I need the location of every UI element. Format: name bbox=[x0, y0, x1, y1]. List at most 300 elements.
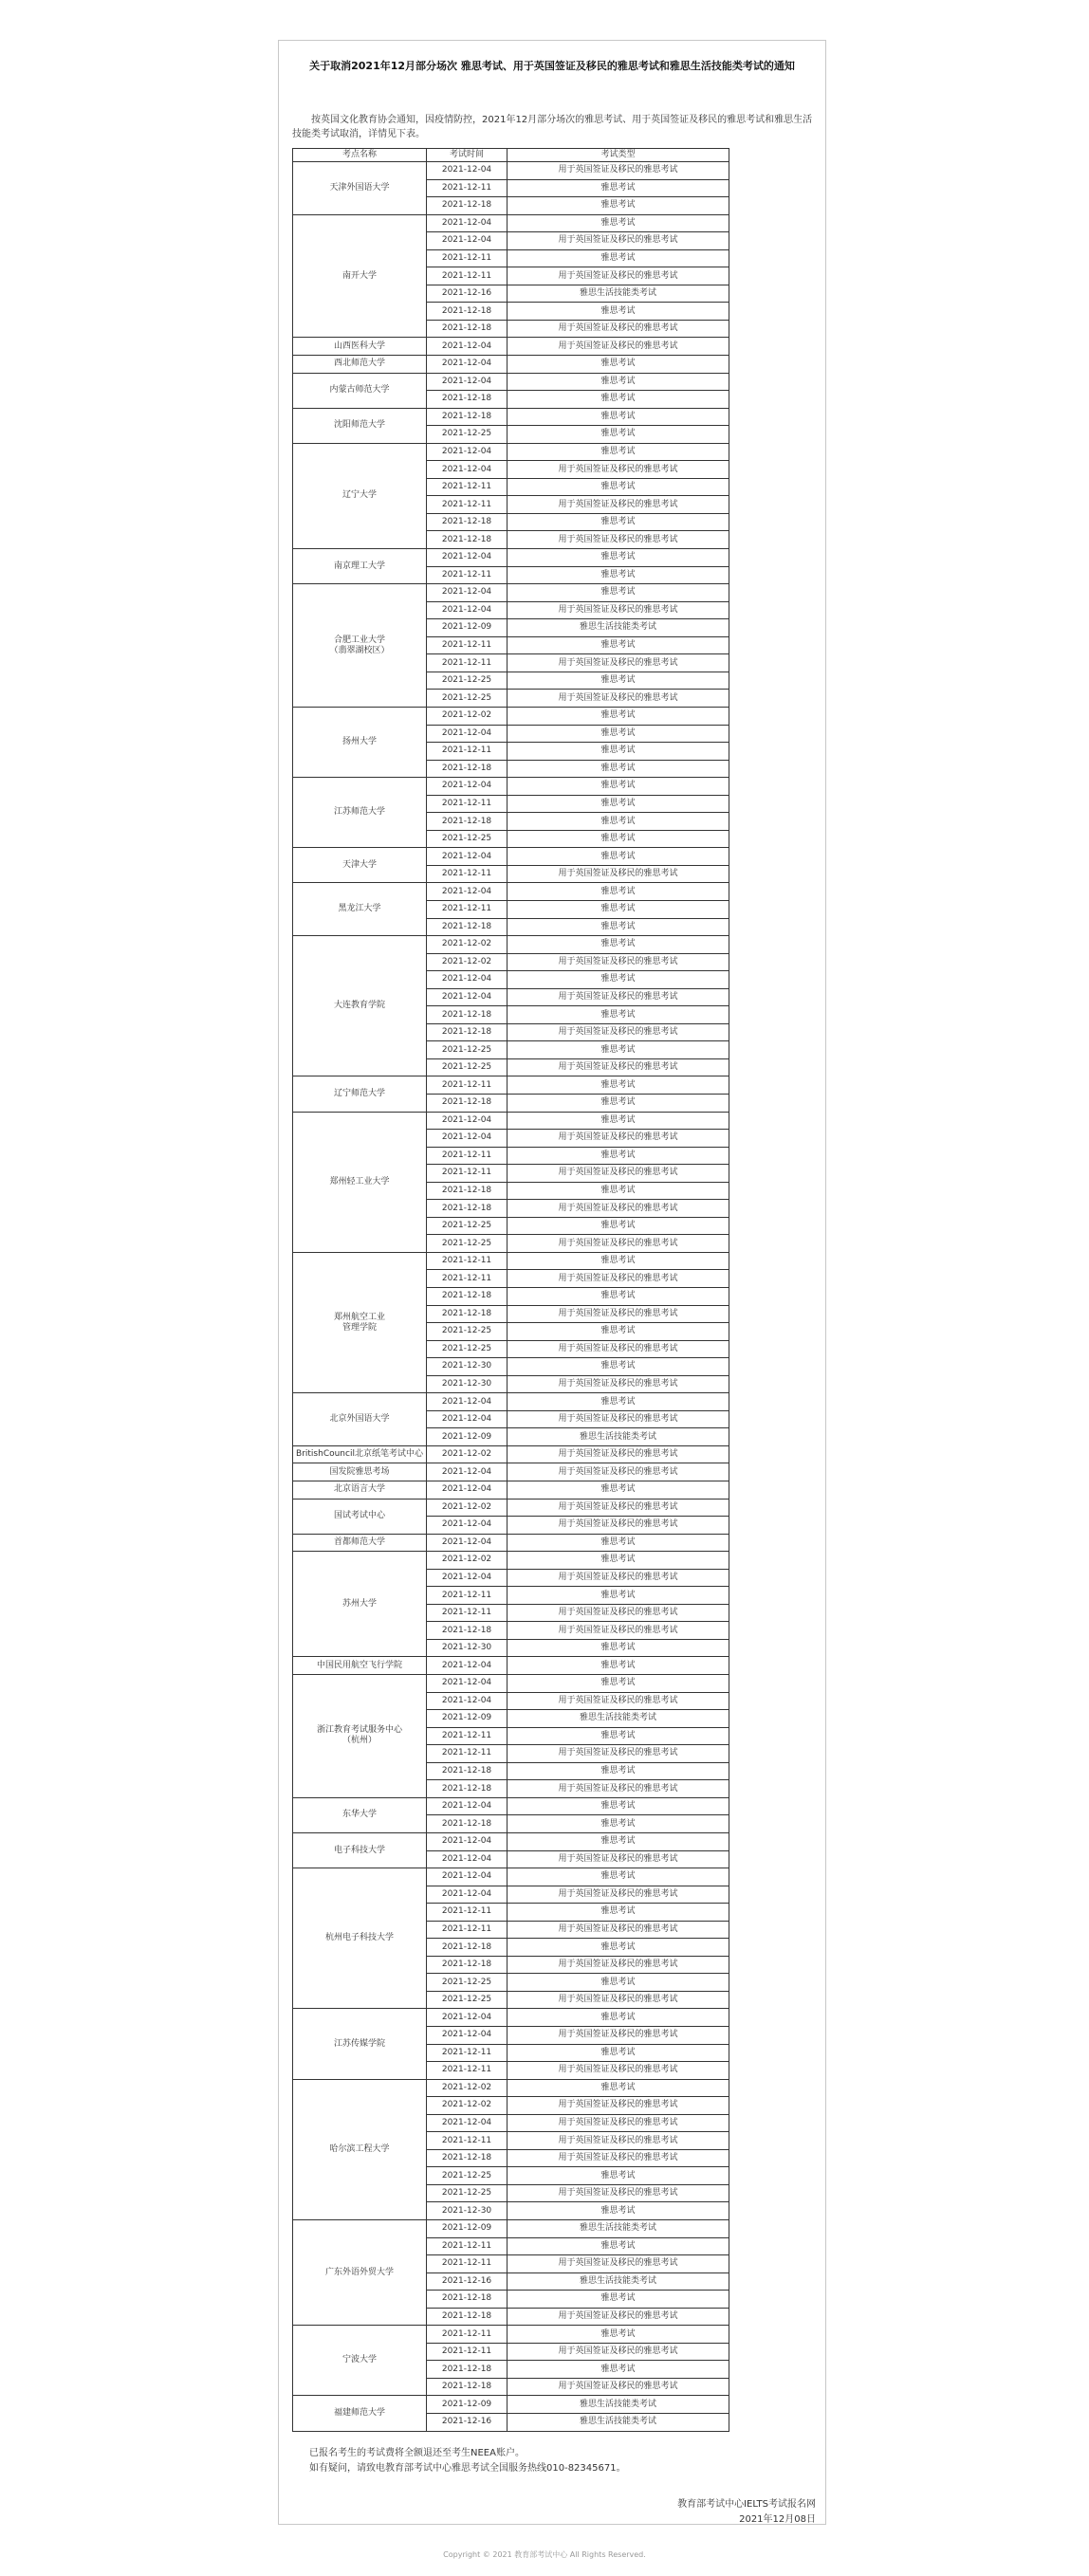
venue-name: 大连教育学院 bbox=[293, 936, 427, 1076]
exam-date: 2021-12-18 bbox=[427, 813, 508, 831]
exam-type: 雅思考试 bbox=[508, 2361, 729, 2379]
exam-type: 雅思考试 bbox=[508, 1974, 729, 1992]
exam-type: 雅思考试 bbox=[508, 373, 729, 391]
exam-date: 2021-12-11 bbox=[427, 636, 508, 654]
exam-date: 2021-12-11 bbox=[427, 267, 508, 285]
signature bbox=[677, 2497, 816, 2528]
table-row bbox=[293, 162, 729, 180]
exam-type: 用于英国签证及移民的雅思考试 bbox=[508, 1235, 729, 1253]
exam-date: 2021-12-30 bbox=[427, 1358, 508, 1376]
exam-date: 2021-12-04 bbox=[427, 214, 508, 232]
exam-date: 2021-12-25 bbox=[427, 1323, 508, 1341]
exam-date: 2021-12-30 bbox=[427, 1639, 508, 1657]
table-row bbox=[293, 1552, 729, 1570]
exam-date: 2021-12-11 bbox=[427, 1147, 508, 1165]
exam-date: 2021-12-02 bbox=[427, 2097, 508, 2115]
exam-date: 2021-12-02 bbox=[427, 953, 508, 971]
signature-date: 2021年12月08日 bbox=[739, 2514, 816, 2525]
venue-name: 杭州电子科技大学 bbox=[293, 1868, 427, 2009]
venue-name: 江苏传媒学院 bbox=[293, 2009, 427, 2079]
venue-name: 国发院雅思考场 bbox=[293, 1463, 427, 1481]
exam-type: 用于英国签证及移民的雅思考试 bbox=[508, 2255, 729, 2273]
exam-type: 雅思考试 bbox=[508, 1727, 729, 1745]
exam-type: 雅思考试 bbox=[508, 2167, 729, 2185]
exam-date: 2021-12-04 bbox=[427, 584, 508, 602]
venue-name: 北京语言大学 bbox=[293, 1481, 427, 1500]
exam-date: 2021-12-04 bbox=[427, 1517, 508, 1535]
table-row bbox=[293, 1463, 729, 1481]
exam-type: 用于英国签证及移民的雅思考试 bbox=[508, 338, 729, 356]
exam-type: 雅思考试 bbox=[508, 179, 729, 197]
table-row bbox=[293, 2396, 729, 2414]
venue-name: 广东外语外贸大学 bbox=[293, 2219, 427, 2325]
venue-name: 沈阳师范大学 bbox=[293, 408, 427, 443]
exam-date: 2021-12-04 bbox=[427, 883, 508, 901]
exam-date: 2021-12-18 bbox=[427, 2291, 508, 2309]
exam-date: 2021-12-18 bbox=[427, 513, 508, 531]
exam-type: 雅思考试 bbox=[508, 584, 729, 602]
venue-name: BritishCouncil北京纸笔考试中心 bbox=[293, 1445, 427, 1463]
exam-type: 雅思考试 bbox=[508, 513, 729, 531]
exam-date: 2021-12-25 bbox=[427, 1974, 508, 1992]
exam-type: 雅思考试 bbox=[508, 1358, 729, 1376]
exam-type: 用于英国签证及移民的雅思考试 bbox=[508, 1463, 729, 1481]
exam-date: 2021-12-11 bbox=[427, 2343, 508, 2361]
exam-type: 用于英国签证及移民的雅思考试 bbox=[508, 953, 729, 971]
exam-type: 雅思生活技能类考试 bbox=[508, 1710, 729, 1728]
exam-type: 用于英国签证及移民的雅思考试 bbox=[508, 1023, 729, 1041]
exam-date: 2021-12-16 bbox=[427, 285, 508, 303]
venue-name: 南京理工大学 bbox=[293, 549, 427, 584]
venue-name: 辽宁大学 bbox=[293, 443, 427, 548]
exam-date: 2021-12-04 bbox=[427, 232, 508, 250]
exam-date: 2021-12-11 bbox=[427, 2255, 508, 2273]
exam-type: 雅思考试 bbox=[508, 391, 729, 409]
exam-type: 用于英国签证及移民的雅思考试 bbox=[508, 2062, 729, 2080]
exam-date: 2021-12-25 bbox=[427, 2167, 508, 2185]
exam-type: 用于英国签证及移民的雅思考试 bbox=[508, 531, 729, 549]
exam-type: 雅思考试 bbox=[508, 478, 729, 496]
exam-date: 2021-12-04 bbox=[427, 2009, 508, 2027]
exam-type: 雅思考试 bbox=[508, 936, 729, 954]
table-row bbox=[293, 443, 729, 461]
exam-type: 用于英国签证及移民的雅思考试 bbox=[508, 496, 729, 514]
exam-date: 2021-12-11 bbox=[427, 900, 508, 918]
exam-date: 2021-12-18 bbox=[427, 197, 508, 215]
exam-date: 2021-12-04 bbox=[427, 1393, 508, 1411]
exam-type: 用于英国签证及移民的雅思考试 bbox=[508, 2184, 729, 2202]
table-row bbox=[293, 778, 729, 796]
exam-type: 用于英国签证及移民的雅思考试 bbox=[508, 1745, 729, 1763]
exam-date: 2021-12-11 bbox=[427, 865, 508, 883]
exam-type: 用于英国签证及移民的雅思考试 bbox=[508, 1991, 729, 2009]
exam-date: 2021-12-02 bbox=[427, 707, 508, 725]
exam-type: 雅思生活技能类考试 bbox=[508, 2219, 729, 2237]
exam-type: 用于英国签证及移民的雅思考试 bbox=[508, 162, 729, 180]
exam-type: 雅思考试 bbox=[508, 1868, 729, 1886]
exam-date: 2021-12-18 bbox=[427, 1200, 508, 1218]
exam-date: 2021-12-04 bbox=[427, 778, 508, 796]
exam-date: 2021-12-04 bbox=[427, 2026, 508, 2044]
exam-date: 2021-12-11 bbox=[427, 1904, 508, 1922]
exam-type: 用于英国签证及移民的雅思考试 bbox=[508, 2132, 729, 2150]
table-row bbox=[293, 338, 729, 356]
exam-type: 用于英国签证及移民的雅思考试 bbox=[508, 2343, 729, 2361]
table-body bbox=[293, 162, 729, 2432]
venue-name: 哈尔滨工程大学 bbox=[293, 2079, 427, 2219]
venue-name: 苏州大学 bbox=[293, 1552, 427, 1657]
exam-date: 2021-12-04 bbox=[427, 1868, 508, 1886]
exam-type: 雅思考试 bbox=[508, 918, 729, 936]
venue-name: 电子科技大学 bbox=[293, 1832, 427, 1868]
exam-date: 2021-12-04 bbox=[427, 848, 508, 866]
exam-type: 雅思考试 bbox=[508, 1762, 729, 1780]
exam-date: 2021-12-04 bbox=[427, 1797, 508, 1815]
exam-date: 2021-12-25 bbox=[427, 1058, 508, 1076]
exam-type: 雅思考试 bbox=[508, 2009, 729, 2027]
exam-date: 2021-12-11 bbox=[427, 496, 508, 514]
exam-date: 2021-12-18 bbox=[427, 1288, 508, 1306]
exam-date: 2021-12-04 bbox=[427, 1657, 508, 1675]
exam-type: 用于英国签证及移民的雅思考试 bbox=[508, 988, 729, 1006]
exam-date: 2021-12-04 bbox=[427, 1130, 508, 1148]
header-date: 考试时间 bbox=[427, 149, 508, 162]
exam-date: 2021-12-09 bbox=[427, 619, 508, 637]
exam-type: 雅思考试 bbox=[508, 2237, 729, 2255]
exam-type: 用于英国签证及移民的雅思考试 bbox=[508, 654, 729, 672]
exam-type: 用于英国签证及移民的雅思考试 bbox=[508, 1445, 729, 1463]
exam-type: 雅思生活技能类考试 bbox=[508, 2414, 729, 2432]
exam-type: 雅思考试 bbox=[508, 760, 729, 778]
exam-type: 用于英国签证及移民的雅思考试 bbox=[508, 1499, 729, 1517]
exam-date: 2021-12-04 bbox=[427, 1569, 508, 1587]
venue-name: 天津大学 bbox=[293, 848, 427, 883]
exam-date: 2021-12-18 bbox=[427, 1182, 508, 1200]
exam-date: 2021-12-11 bbox=[427, 2132, 508, 2150]
table-row bbox=[293, 2219, 729, 2237]
exam-date: 2021-12-18 bbox=[427, 1815, 508, 1833]
venue-name: 山西医科大学 bbox=[293, 338, 427, 356]
exam-type: 雅思考试 bbox=[508, 830, 729, 848]
exam-type: 用于英国签证及移民的雅思考试 bbox=[508, 1956, 729, 1974]
exam-date: 2021-12-04 bbox=[427, 373, 508, 391]
exam-date: 2021-12-04 bbox=[427, 1481, 508, 1500]
exam-type: 雅思考试 bbox=[508, 848, 729, 866]
exam-type: 雅思考试 bbox=[508, 707, 729, 725]
exam-date: 2021-12-18 bbox=[427, 760, 508, 778]
venue-name: 黑龙江大学 bbox=[293, 883, 427, 936]
table-row bbox=[293, 848, 729, 866]
exam-date: 2021-12-04 bbox=[427, 988, 508, 1006]
exam-date: 2021-12-04 bbox=[427, 971, 508, 989]
exam-date: 2021-12-18 bbox=[427, 2308, 508, 2326]
exam-type: 雅思考试 bbox=[508, 2079, 729, 2097]
copyright-footer: Copyright © 2021 教育部考试中心 All Rights Reserved. bbox=[443, 2550, 646, 2559]
exam-date: 2021-12-04 bbox=[427, 1675, 508, 1693]
cancellation-table bbox=[292, 148, 729, 2432]
exam-date: 2021-12-04 bbox=[427, 1112, 508, 1130]
exam-date: 2021-12-25 bbox=[427, 1991, 508, 2009]
exam-type: 用于英国签证及移民的雅思考试 bbox=[508, 1130, 729, 1148]
exam-type: 用于英国签证及移民的雅思考试 bbox=[508, 1780, 729, 1798]
exam-type: 雅思考试 bbox=[508, 795, 729, 813]
exam-date: 2021-12-25 bbox=[427, 1041, 508, 1059]
table-row bbox=[293, 1868, 729, 1886]
exam-date: 2021-12-04 bbox=[427, 338, 508, 356]
exam-date: 2021-12-11 bbox=[427, 179, 508, 197]
exam-date: 2021-12-11 bbox=[427, 2326, 508, 2344]
notice-intro: 按英国文化教育协会通知，因疫情防控，2021年12月部分场次的雅思考试、用于英国签证及移民的雅思考试和雅思生活技能类考试取消，详情见下表。 bbox=[292, 115, 813, 139]
exam-date: 2021-12-25 bbox=[427, 690, 508, 708]
exam-type: 用于英国签证及移民的雅思考试 bbox=[508, 1692, 729, 1710]
table-row bbox=[293, 1534, 729, 1552]
exam-type: 用于英国签证及移民的雅思考试 bbox=[508, 1886, 729, 1904]
exam-date: 2021-12-18 bbox=[427, 1094, 508, 1112]
exam-type: 用于英国签证及移民的雅思考试 bbox=[508, 1569, 729, 1587]
exam-date: 2021-12-02 bbox=[427, 936, 508, 954]
exam-date: 2021-12-09 bbox=[427, 2219, 508, 2237]
exam-type: 用于英国签证及移民的雅思考试 bbox=[508, 1340, 729, 1358]
exam-type: 用于英国签证及移民的雅思考试 bbox=[508, 2114, 729, 2132]
exam-date: 2021-12-11 bbox=[427, 1921, 508, 1939]
exam-date: 2021-12-18 bbox=[427, 1006, 508, 1024]
exam-type: 雅思考试 bbox=[508, 725, 729, 743]
exam-date: 2021-12-25 bbox=[427, 672, 508, 690]
exam-date: 2021-12-25 bbox=[427, 2184, 508, 2202]
exam-date: 2021-12-18 bbox=[427, 918, 508, 936]
exam-type: 用于英国签证及移民的雅思考试 bbox=[508, 1058, 729, 1076]
exam-type: 雅思考试 bbox=[508, 813, 729, 831]
exam-type: 雅思考试 bbox=[508, 1076, 729, 1095]
exam-date: 2021-12-18 bbox=[427, 303, 508, 321]
table-row bbox=[293, 936, 729, 954]
exam-date: 2021-12-04 bbox=[427, 1410, 508, 1428]
exam-date: 2021-12-04 bbox=[427, 1534, 508, 1552]
exam-type: 雅思考试 bbox=[508, 443, 729, 461]
table-row bbox=[293, 549, 729, 567]
exam-date: 2021-12-04 bbox=[427, 162, 508, 180]
exam-type: 用于英国签证及移民的雅思考试 bbox=[508, 1375, 729, 1393]
exam-date: 2021-12-30 bbox=[427, 2202, 508, 2220]
exam-type: 雅思考试 bbox=[508, 1252, 729, 1270]
exam-type: 雅思生活技能类考试 bbox=[508, 2272, 729, 2291]
table-row bbox=[293, 2079, 729, 2097]
exam-type: 雅思考试 bbox=[508, 1006, 729, 1024]
exam-type: 雅思考试 bbox=[508, 1675, 729, 1693]
table-row bbox=[293, 584, 729, 602]
exam-type: 雅思考试 bbox=[508, 778, 729, 796]
exam-date: 2021-12-04 bbox=[427, 1850, 508, 1868]
exam-date: 2021-12-18 bbox=[427, 2378, 508, 2396]
table-row bbox=[293, 408, 729, 426]
exam-date: 2021-12-02 bbox=[427, 1499, 508, 1517]
venue-name: 宁波大学 bbox=[293, 2326, 427, 2396]
exam-date: 2021-12-18 bbox=[427, 1956, 508, 1974]
exam-type: 用于英国签证及移民的雅思考试 bbox=[508, 2308, 729, 2326]
exam-type: 用于英国签证及移民的雅思考试 bbox=[508, 1622, 729, 1640]
exam-type: 用于英国签证及移民的雅思考试 bbox=[508, 1270, 729, 1288]
table-row bbox=[293, 1797, 729, 1815]
exam-date: 2021-12-18 bbox=[427, 1305, 508, 1323]
exam-type: 雅思考试 bbox=[508, 408, 729, 426]
exam-date: 2021-12-04 bbox=[427, 356, 508, 374]
exam-type: 雅思考试 bbox=[508, 2202, 729, 2220]
hotline-note: 如有疑问，请致电教育部考试中心雅思考试全国服务热线010-82345671。 bbox=[309, 2463, 626, 2474]
table-row bbox=[293, 1112, 729, 1130]
exam-type: 雅思考试 bbox=[508, 672, 729, 690]
header-exam-type: 考试类型 bbox=[508, 149, 729, 162]
exam-type: 用于英国签证及移民的雅思考试 bbox=[508, 1200, 729, 1218]
exam-type: 雅思考试 bbox=[508, 214, 729, 232]
exam-type: 雅思考试 bbox=[508, 1797, 729, 1815]
exam-date: 2021-12-09 bbox=[427, 1428, 508, 1446]
exam-date: 2021-12-11 bbox=[427, 566, 508, 584]
exam-date: 2021-12-04 bbox=[427, 1832, 508, 1850]
exam-date: 2021-12-18 bbox=[427, 391, 508, 409]
table-row bbox=[293, 1393, 729, 1411]
exam-date: 2021-12-25 bbox=[427, 426, 508, 444]
exam-date: 2021-12-11 bbox=[427, 1587, 508, 1605]
exam-type: 雅思考试 bbox=[508, 566, 729, 584]
exam-type: 雅思考试 bbox=[508, 1587, 729, 1605]
venue-name: 首都师范大学 bbox=[293, 1534, 427, 1552]
exam-type: 用于英国签证及移民的雅思考试 bbox=[508, 865, 729, 883]
exam-date: 2021-12-11 bbox=[427, 1604, 508, 1622]
exam-date: 2021-12-18 bbox=[427, 408, 508, 426]
venue-name: 江苏师范大学 bbox=[293, 778, 427, 848]
venue-name: 福建师范大学 bbox=[293, 2396, 427, 2431]
exam-date: 2021-12-02 bbox=[427, 2079, 508, 2097]
exam-date: 2021-12-11 bbox=[427, 1727, 508, 1745]
venue-name: 浙江教育考试服务中心 （杭州） bbox=[293, 1675, 427, 1798]
exam-type: 雅思考试 bbox=[508, 197, 729, 215]
exam-type: 雅思生活技能类考试 bbox=[508, 2396, 729, 2414]
exam-type: 用于英国签证及移民的雅思考试 bbox=[508, 2097, 729, 2115]
exam-date: 2021-12-18 bbox=[427, 1780, 508, 1798]
exam-date: 2021-12-11 bbox=[427, 2237, 508, 2255]
exam-type: 用于英国签证及移民的雅思考试 bbox=[508, 1305, 729, 1323]
exam-type: 雅思考试 bbox=[508, 1481, 729, 1500]
exam-date: 2021-12-11 bbox=[427, 2044, 508, 2062]
refund-note: 已报名考生的考试费将全额退还至考生NEEA账户。 bbox=[309, 2448, 525, 2458]
table-row bbox=[293, 373, 729, 391]
exam-date: 2021-12-18 bbox=[427, 1762, 508, 1780]
exam-type: 雅思考试 bbox=[508, 426, 729, 444]
exam-date: 2021-12-18 bbox=[427, 1939, 508, 1957]
exam-type: 雅思考试 bbox=[508, 743, 729, 761]
exam-type: 雅思考试 bbox=[508, 971, 729, 989]
exam-type: 雅思考试 bbox=[508, 1534, 729, 1552]
table-row bbox=[293, 2009, 729, 2027]
exam-type: 雅思生活技能类考试 bbox=[508, 1428, 729, 1446]
notice-title: 关于取消2021年12月部分场次 雅思考试、用于英国签证及移民的雅思考试和雅思生活技能类考试的通知 bbox=[309, 60, 795, 72]
exam-type: 用于英国签证及移民的雅思考试 bbox=[508, 2149, 729, 2167]
exam-date: 2021-12-25 bbox=[427, 1217, 508, 1235]
table-row bbox=[293, 1499, 729, 1517]
exam-date: 2021-12-04 bbox=[427, 1692, 508, 1710]
venue-name: 内蒙古师范大学 bbox=[293, 373, 427, 408]
exam-date: 2021-12-04 bbox=[427, 1463, 508, 1481]
exam-date: 2021-12-11 bbox=[427, 2062, 508, 2080]
table-row bbox=[293, 883, 729, 901]
exam-type: 用于英国签证及移民的雅思考试 bbox=[508, 2026, 729, 2044]
exam-type: 雅思考试 bbox=[508, 303, 729, 321]
exam-date: 2021-12-04 bbox=[427, 2114, 508, 2132]
exam-type: 雅思考试 bbox=[508, 636, 729, 654]
signature-org: 教育部考试中心IELTS考试报名网 bbox=[677, 2499, 816, 2510]
exam-type: 用于英国签证及移民的雅思考试 bbox=[508, 1850, 729, 1868]
venue-name: 郑州航空工业 管理学院 bbox=[293, 1252, 427, 1392]
exam-type: 雅思考试 bbox=[508, 1393, 729, 1411]
exam-date: 2021-12-04 bbox=[427, 601, 508, 619]
exam-date: 2021-12-11 bbox=[427, 1745, 508, 1763]
exam-date: 2021-12-11 bbox=[427, 743, 508, 761]
venue-name: 北京外国语大学 bbox=[293, 1393, 427, 1446]
table-row bbox=[293, 1445, 729, 1463]
exam-type: 雅思考试 bbox=[508, 1182, 729, 1200]
header-venue: 考点名称 bbox=[293, 149, 427, 162]
exam-type: 雅思考试 bbox=[508, 883, 729, 901]
table-row bbox=[293, 1657, 729, 1675]
venue-name: 合肥工业大学 （翡翠湖校区） bbox=[293, 584, 427, 708]
venue-name: 中国民用航空飞行学院 bbox=[293, 1657, 427, 1675]
exam-date: 2021-12-04 bbox=[427, 461, 508, 479]
exam-date: 2021-12-11 bbox=[427, 478, 508, 496]
exam-date: 2021-12-18 bbox=[427, 1622, 508, 1640]
exam-type: 雅思考试 bbox=[508, 1639, 729, 1657]
venue-name: 南开大学 bbox=[293, 214, 427, 338]
exam-date: 2021-12-11 bbox=[427, 1165, 508, 1183]
exam-type: 雅思考试 bbox=[508, 1147, 729, 1165]
table-row bbox=[293, 1832, 729, 1850]
exam-date: 2021-12-11 bbox=[427, 1076, 508, 1095]
exam-date: 2021-12-09 bbox=[427, 1710, 508, 1728]
exam-type: 用于英国签证及移民的雅思考试 bbox=[508, 1165, 729, 1183]
exam-type: 用于英国签证及移民的雅思考试 bbox=[508, 1604, 729, 1622]
exam-type: 用于英国签证及移民的雅思考试 bbox=[508, 267, 729, 285]
exam-date: 2021-12-16 bbox=[427, 2272, 508, 2291]
exam-type: 用于英国签证及移民的雅思考试 bbox=[508, 461, 729, 479]
venue-name: 国试考试中心 bbox=[293, 1499, 427, 1534]
exam-type: 雅思考试 bbox=[508, 1112, 729, 1130]
exam-type: 雅思考试 bbox=[508, 356, 729, 374]
exam-type: 用于英国签证及移民的雅思考试 bbox=[508, 1410, 729, 1428]
exam-date: 2021-12-25 bbox=[427, 1235, 508, 1253]
exam-date: 2021-12-18 bbox=[427, 1023, 508, 1041]
venue-name: 天津外国语大学 bbox=[293, 162, 427, 215]
exam-date: 2021-12-04 bbox=[427, 725, 508, 743]
exam-date: 2021-12-04 bbox=[427, 443, 508, 461]
exam-type: 雅思考试 bbox=[508, 1904, 729, 1922]
exam-type: 雅思考试 bbox=[508, 2326, 729, 2344]
exam-type: 雅思考试 bbox=[508, 1815, 729, 1833]
exam-type: 雅思考试 bbox=[508, 1041, 729, 1059]
exam-date: 2021-12-02 bbox=[427, 1552, 508, 1570]
exam-type: 雅思考试 bbox=[508, 1552, 729, 1570]
venue-name: 郑州轻工业大学 bbox=[293, 1112, 427, 1252]
exam-date: 2021-12-25 bbox=[427, 1340, 508, 1358]
exam-type: 用于英国签证及移民的雅思考试 bbox=[508, 2378, 729, 2396]
exam-date: 2021-12-30 bbox=[427, 1375, 508, 1393]
exam-type: 雅思考试 bbox=[508, 1657, 729, 1675]
exam-date: 2021-12-11 bbox=[427, 1270, 508, 1288]
exam-type: 用于英国签证及移民的雅思考试 bbox=[508, 1517, 729, 1535]
venue-name: 西北师范大学 bbox=[293, 356, 427, 374]
exam-type: 用于英国签证及移民的雅思考试 bbox=[508, 320, 729, 338]
exam-type: 雅思考试 bbox=[508, 1217, 729, 1235]
table-row bbox=[293, 1076, 729, 1095]
notice-document bbox=[278, 40, 826, 2525]
